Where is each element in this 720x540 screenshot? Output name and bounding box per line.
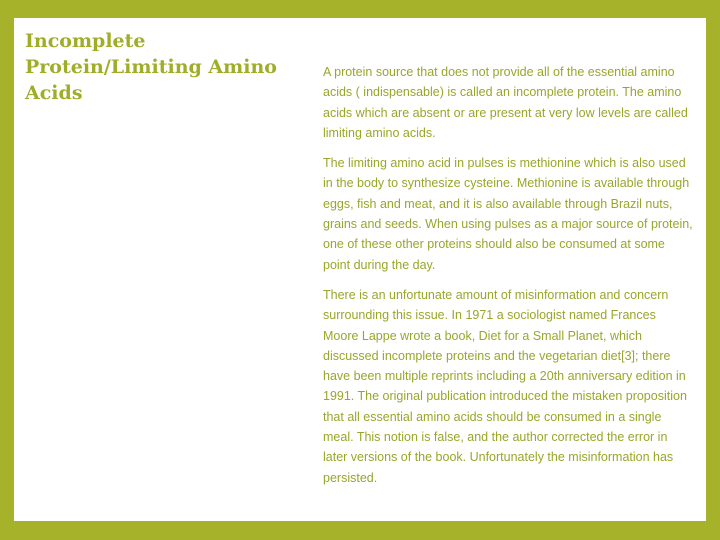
paragraph-3: There is an unfortunate amount of misinformation and concern surrounding this issue. In 1971 a sociologist named Frances Moore Lappe wrote a book, Diet for a Small Planet, which discussed incomplete proteins and the vegetarian diet[3]; there have been multiple reprints including a 20th anniversary edition in 1991. The original publication introduced the mistaken proposition that all essential amino acids should be consumed in a single meal. This notion is false, and the author corrected the error in later versions of the book. Unfortunately the misinformation has persisted. — [323, 287, 687, 485]
paragraph-1: A protein source that does not provide all of the essential amino acids ( indispensable) is called an incomplete protein. The amino acids which are absent or are present at very low levels are called limiting amino acids. — [323, 65, 688, 140]
slide-body — [323, 62, 693, 498]
slide-content — [14, 18, 706, 521]
paragraph-2: The limiting amino acid in pulses is methionine which is also used in the body to synthesize cysteine. Methionine is available through eggs, fish and meat, and it is also available through Brazil nuts, grains and seeds. When using pulses as a major source of protein, one of these other proteins should also be consumed at some point during the day. — [323, 156, 693, 272]
slide-title: Incomplete Protein/Limiting Amino Acids — [25, 30, 277, 104]
